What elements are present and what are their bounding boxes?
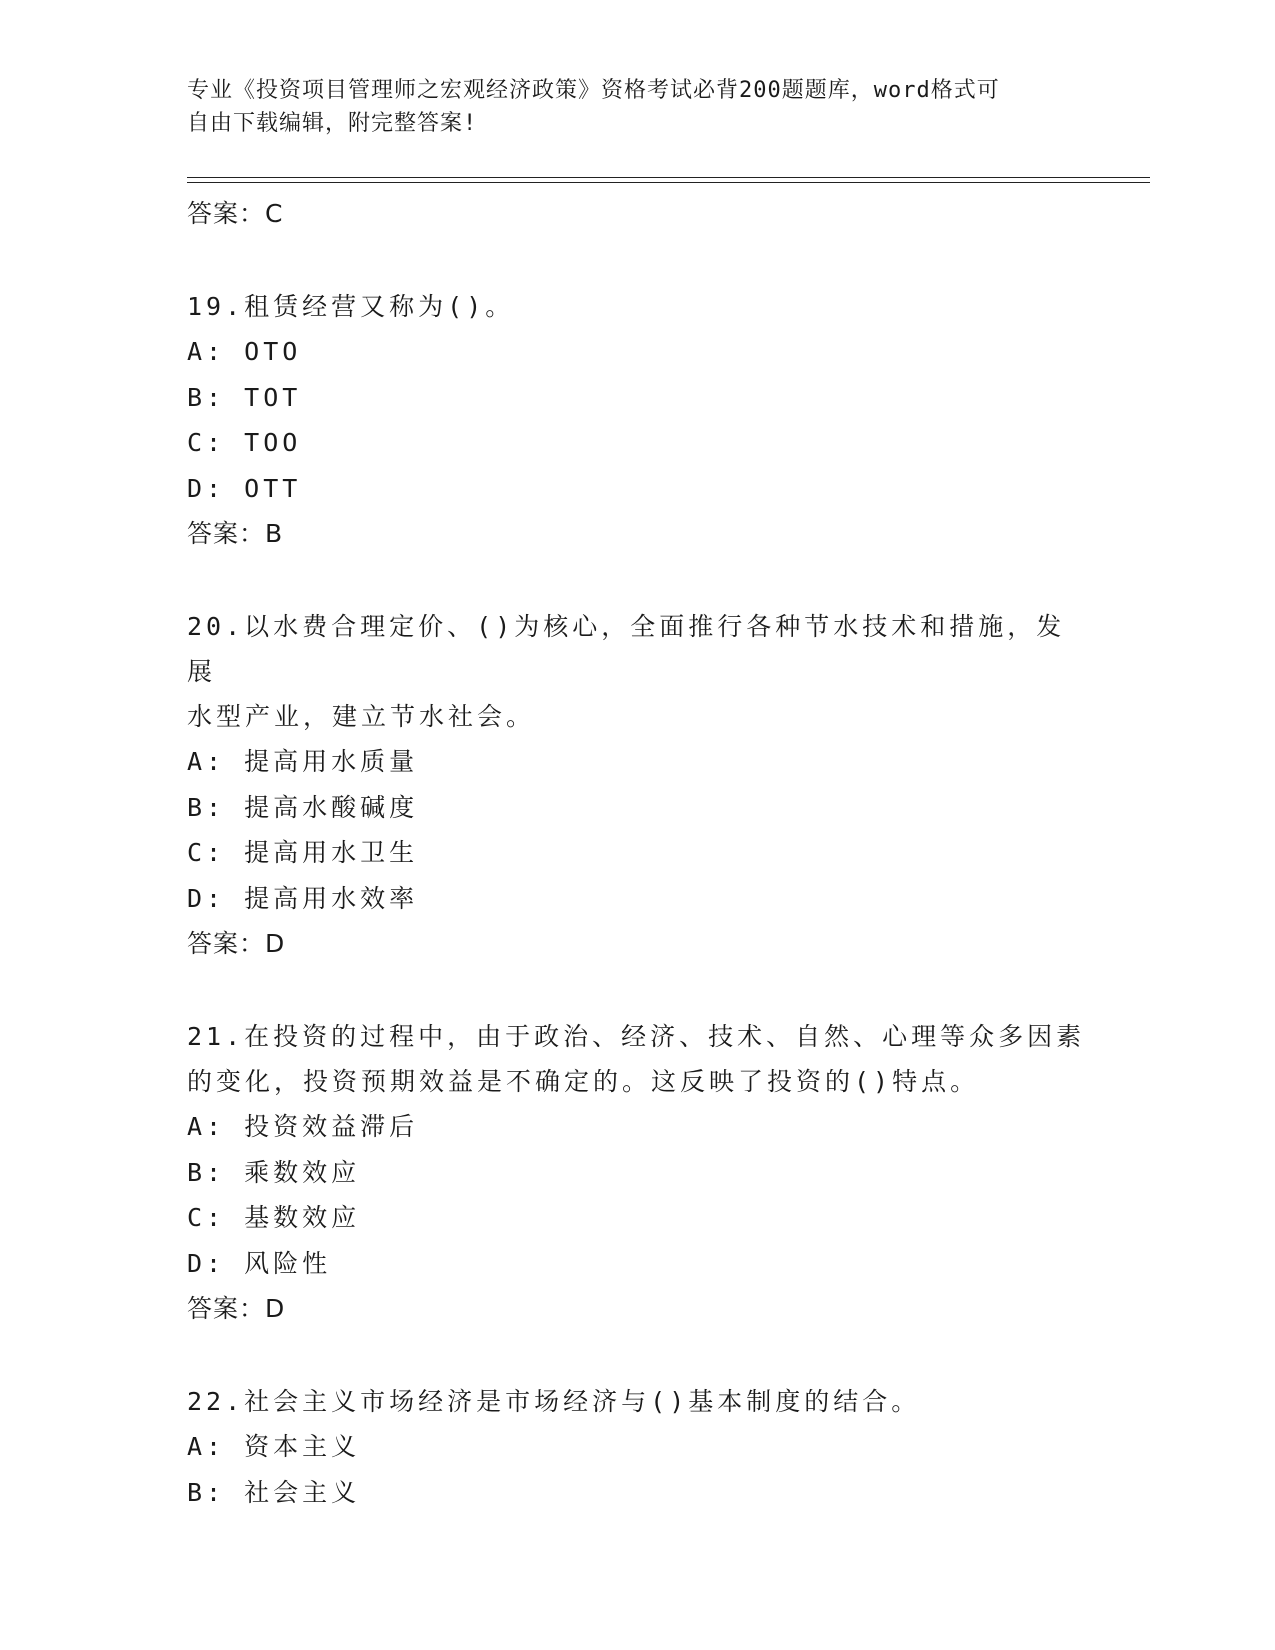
answer-line: 答案：D xyxy=(187,1294,286,1323)
question-22 xyxy=(187,1379,1087,1515)
header-rule-bottom xyxy=(187,182,1150,183)
question-20 xyxy=(187,604,1087,966)
answer-line: 答案：B xyxy=(187,519,284,548)
option-a: A: OTO xyxy=(187,337,302,366)
question-21 xyxy=(187,1014,1087,1331)
answer-line: 答案：C xyxy=(187,199,284,228)
question-stem-line-1: 20.以水费合理定价、()为核心，全面推行各种节水技术和措施，发展 xyxy=(187,612,1066,686)
option-c: C: 提高用水卫生 xyxy=(187,838,419,867)
document-header xyxy=(187,74,1067,140)
option-c: C: TOO xyxy=(187,428,302,457)
option-b: B: TOT xyxy=(187,382,302,412)
option-a: A: 资本主义 xyxy=(187,1432,361,1461)
option-a: A: 提高用水质量 xyxy=(187,747,419,776)
option-b: B: 社会主义 xyxy=(187,1477,361,1507)
answer-line: 答案：D xyxy=(187,929,286,958)
header-line-2: 自由下载编辑，附完整答案! xyxy=(187,111,478,136)
option-d: D: 风险性 xyxy=(187,1248,332,1278)
option-b: B: 乘数效应 xyxy=(187,1157,361,1187)
question-19 xyxy=(187,284,1087,556)
header-rule-top xyxy=(187,177,1150,178)
option-d: D: 提高用水效率 xyxy=(187,883,419,913)
option-c: C: 基数效应 xyxy=(187,1203,361,1232)
question-list xyxy=(187,191,1087,1515)
option-b: B: 提高水酸碱度 xyxy=(187,792,419,822)
option-d: D: OTT xyxy=(187,473,302,503)
question-stem: 22.社会主义市场经济是市场经济与()基本制度的结合。 xyxy=(187,1387,921,1416)
header-line-1: 专业《投资项目管理师之宏观经济政策》资格考试必背200题题库，word格式可 xyxy=(187,78,1000,103)
question-stem-line-2: 的变化，投资预期效益是不确定的。这反映了投资的()特点。 xyxy=(187,1067,980,1096)
question-stem-line-2: 水型产业，建立节水社会。 xyxy=(187,702,536,731)
question-stem-line-1: 21.在投资的过程中，由于政治、经济、技术、自然、心理等众多因素 xyxy=(187,1022,1086,1051)
question-stem: 19.租赁经营又称为()。 xyxy=(187,292,515,321)
option-a: A: 投资效益滞后 xyxy=(187,1112,419,1141)
